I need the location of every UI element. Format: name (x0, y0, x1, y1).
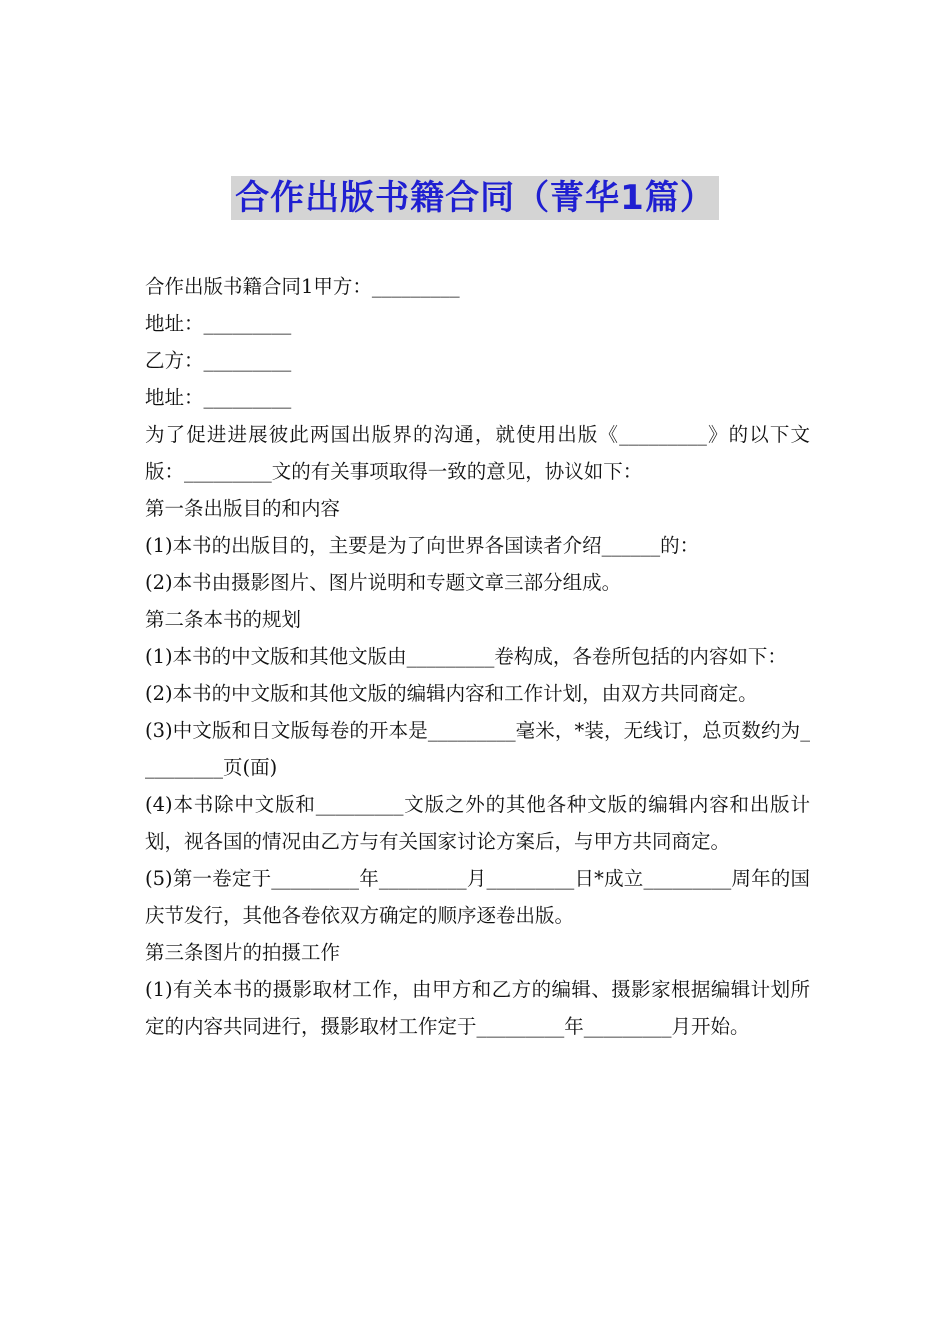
clause-2-4: (4)本书除中文版和_________文版之外的其他各种文版的编辑内容和出版计划，视各国的情况由乙方与有关国家讨论方案后，与甲方共同商定。 (145, 793, 810, 853)
section-heading-2: 第二条本书的规划 (145, 608, 302, 631)
clause-2-3: (3)中文版和日文版每卷的开本是_________毫米，*装，无线订，总页数约为_________页(面) (145, 719, 810, 779)
clause-1-1: (1)本书的出版目的，主要是为了向世界各国读者介绍______的： (145, 534, 700, 557)
clause-3-1: (1)有关本书的摄影取材工作，由甲方和乙方的编辑、摄影家根据编辑计划所定的内容共同进行，摄影取材工作定于_________年_________月开始。 (145, 978, 810, 1038)
clause-2-5: (5)第一卷定于_________年_________月_________日*成立_________周年的国庆节发行，其他各卷依双方确定的顺序逐卷出版。 (145, 867, 810, 927)
clause-2-1: (1)本书的中文版和其他文版由_________卷构成，各卷所包括的内容如下： (145, 645, 787, 668)
paragraph-party-b: 乙方：_________ (145, 349, 292, 372)
clause-1-2: (2)本书由摄影图片、图片说明和专题文章三部分组成。 (145, 571, 622, 594)
section-heading-1: 第一条出版目的和内容 (145, 497, 341, 520)
title-wrap (0, 176, 950, 220)
paragraph-preamble: 为了促进进展彼此两国出版界的沟通，就使用出版《_________》的以下文版：_________文的有关事项取得一致的意见，协议如下： (145, 423, 810, 483)
clause-2-2: (2)本书的中文版和其他文版的编辑内容和工作计划，由双方共同商定。 (145, 682, 758, 705)
paragraph-address-a: 地址：_________ (145, 312, 292, 335)
document-body (145, 268, 810, 1045)
paragraph-address-b: 地址：_________ (145, 386, 292, 409)
paragraph-party-a: 合作出版书籍合同1甲方：_________ (145, 275, 460, 298)
document-title: 合作出版书籍合同（菁华1篇） (231, 176, 719, 220)
section-heading-3: 第三条图片的拍摄工作 (145, 941, 341, 964)
